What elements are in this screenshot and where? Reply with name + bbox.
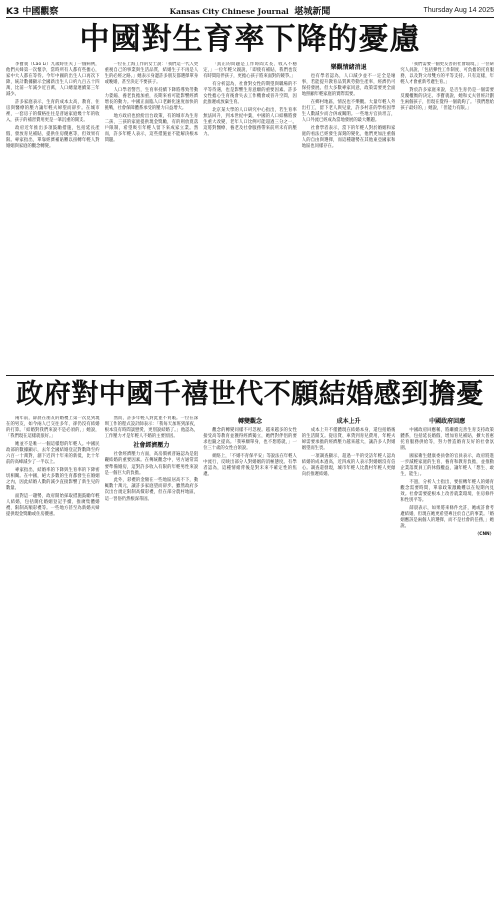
article1-paragraph: 政府近年推出多項鼓勵措施，包括延長產假、發放育兒補貼、提供住房優惠等，但效果有限。專家指出，單靠經濟補貼難以扭轉年輕人對婚姻與家庭的觀念轉變。 [6,125,100,150]
article1-paragraph: 「真正的問題是工作時間太長、收入不穩定，」一位年輕父親說，「即使有補貼，我們也沒有時間陪伴孩子，更擔心孩子將來面對的競爭。」 [203,62,297,80]
article1-column [6,62,100,372]
paper-name-en: Kansas City Chinese Journal [169,7,289,16]
article1-paragraph: 對於許多家庭來說，是否生育仍是一個需要反覆權衡的決定。李寶義說，她和丈夫曾經計劃生兩個孩子，但現在覺得一個就夠了。「我們想給孩子最好的，」她說，「但能力有限。」 [400,87,494,112]
masthead [6,4,494,17]
article2-column [105,416,199,894]
article2-paragraph: 專家指出，結婚率的下降與生育率的下降密切相關。在中國，絕大多數的生育都發生在婚姻之內，因此結婚人數的減少直接影響了新生兒的數量。 [6,467,100,492]
article2-body [6,416,494,894]
article1-paragraph: 李寶義（Cao Li）九歲時住夫了一個病例，他們夫婦第一次懷孕，當時所有人都有些擔心，家中大人都在等待。今年中國的出生人口再次下降，統計數據顯示全國新出生人口約九百五十四萬，比前一年減少近百萬，人口總量連續第三年減少。 [6,62,100,98]
article1-paragraph: 有分析認為，社會對女性的期望與職場的不平等待遇，也是影響生育意願的重要因素。許多女性擔心生育後會失去工作機會或晉升空間，因此推遲或放棄生育。 [203,81,297,106]
article2-subhead: 成本上升 [336,418,361,425]
article2-paragraph: 她並不是唯一一個這樣想的年輕人。中國民政部的數據顯示，去年全國結婚登記對數降至約六百一十萬對，創下近四十年來的新低，比十年前的高峰減少了一半以上。 [6,441,100,466]
article1-column [400,62,494,372]
section-label: K3 中國觀察 [6,7,59,17]
article1-body [6,62,494,372]
article2-paragraph: 然而，許多年輕人對此並不買賬。一位在深圳工作的程式設計師表示：「我每天加班到深夜，根本沒有時間談戀愛，更別說結婚了。」他認為，工作壓力才是年輕人不婚的主要原因。 [104,416,199,440]
article2-subhead: 中國政府回應 [429,418,466,425]
section-divider [6,375,494,376]
article2-subhead: 轉變觀念 [237,418,262,425]
article1-column [105,62,199,372]
article1-subhead: 樂觀情緒消退 [330,64,367,71]
article1-headline: 中國對生育率下降的憂慮 [79,22,421,57]
article1-paragraph: 也有學者認為，人口減少並不一定全是壞事，若能提升教育品質與勞動生產率，經濟仍可保持發展。但大多數專家同意，政策需要更全面地照顧年輕家庭的實際需要。 [301,74,396,98]
article1-paragraph: 「我們需要一個更友善的社會環境，」一位研究人員說，「包括彈性工作制度、可負擔的托育服務，以及對父母雙方的平等支持。只有這樣，年輕人才會重新考慮生育。」 [400,62,494,86]
article1-column [302,62,396,372]
issue-date: Thursday Aug 14 2025 [423,7,494,14]
article2-paragraph: 觀念的轉變同樣不可忽視。越來越多的女性接受高等教育並獲得經濟獨立，她們對伴侶的要求也隨之提高。「我寧願單身，也不想將就，」一位三十歲的女性白領說。 [203,428,297,452]
article2-paragraph: 面對這一趨勢，政府開始採取措施鼓勵年輕人結婚，包括簡化婚姻登記手續、推廣集體婚禮、限制高額彩禮等。一些地方甚至為新婚夫婦提供現金獎勵或住房優惠。 [6,493,100,517]
article2-column [302,416,396,894]
article2-paragraph: 社會經濟壓力方面，高房價被普遍認為是阻礙結婚的重要因素。在傳統觀念中，男方通常需要準備婚房，這對許多收入有限的年輕男性來說是一個巨大的負擔。 [104,452,199,476]
article1-paragraph: 地方政府也紛紛出台政策，有的城市為生育二孩、三孩的家庭提供現金獎勵，有的則放寬落戶限制，希望吸引年輕人留下來成家立業。然而，許多年輕人表示，這些措施並不能解決根本問題。 [104,113,199,144]
page-header [6,4,494,18]
article1-paragraph: 社會學者表示，當下的年輕人對於婚姻和家庭的看法已經發生深刻的變化，他們更加注重個人的自由與選擇，而這種趨勢在其他東亞國家和地區也同樣存在。 [301,125,396,150]
article2-paragraph: 一項調查顯示，超過一半的受訪年輕人認為結婚的成本過高，近四成的人表示對婚姻沒有信心。調查還發現，城市年輕人比農村年輕人更傾向於推遲結婚。 [301,453,396,478]
article2-paragraph: 國家衛生健康委員會的官員表示，政府將進一步減輕家庭的生育、養育和教育負擔，並推動企業落實員工的休假權益，讓年輕人「想生、敢生、能生」。 [400,453,494,478]
article1-paragraph: 人口學者警告，生育率持續下降將導致勞動力萎縮、養老負擔加重，長期來看可能影響經濟增長的動力。中國正面臨人口老齡化速度加快的挑戰，社會保障體系承受的壓力日益增大。 [104,87,199,112]
article2-column [400,416,494,894]
article2-byline: （CNN） [475,531,494,537]
paper-name-zh: 堪城新聞 [294,7,331,17]
article2-paragraph: 中國政府回應稱，將繼續完善生育支持政策體系，包括延長婚假、增加育兒補貼、擴大普惠托育服務供給等，努力營造婚育友好的社會氛圍。 [400,428,494,452]
article2-subhead: 社會經濟壓力 [133,442,170,450]
article2-paragraph: 成本上升不僅體現在結婚本身，還包括婚後的生活開支。從房貸、車貸到育兒費用，年輕夫婦需要承擔的經濟壓力越來越大，讓許多人對婚姻望而生畏。 [301,428,396,452]
article1-column [203,62,297,372]
article2-column [203,416,297,894]
article2-column [6,416,100,894]
article1-paragraph: 在鄉村地區，情況也不樂觀。大量年輕人外出打工，留下老人與兒童，許多村莊的學校因學生人數減少而合併或關閉。一些地方官員坦言，人口外流已經成為當地發展的最大難題。 [301,99,396,124]
article2-paragraph: 薛晨表示，如果將來條件允許，她或許會考慮結婚，但現在她更希望專注於自己的事業。「婚姻應該是兩個人的選擇，而不是社會的任務，」她說。 [400,505,494,529]
article2-paragraph: 網絡上，「不婚不育保平安」等說法在年輕人中流行，反映出部分人對婚姻的消極態度。有學者認為，這種情緒背後是對未來不確定性的焦慮。 [203,453,297,478]
article1-paragraph: 許多家庭表示，生育的成本太高，教育、住房與醫療的壓力讓年輕夫婦望而卻步。在城市裡，一套房子的價格往往是普通家庭幾十年的收入，孩子的補習費用更是一筆沉重的開支。 [6,100,100,124]
article1-paragraph: 一位在上海工作的女士說：「我們這一代人更重視自己的事業與生活品質，結婚生子不再是人生的必經之路。」她表示身邊許多朋友都選擇單身或晚婚，甚至決定不要孩子。 [104,62,199,86]
article2-headline: 政府對中國千禧世代不願結婚感到擔憂 [16,379,484,410]
article1-paragraph: 北京某大學的人口研究中心指出，若生育率無法回升，到本世紀中葉，中國的人口結構將發生重大改變，老年人口比例可能超過三分之一。這將對醫療、養老及社會服務帶來前所未有的壓力。 [203,107,297,138]
article2-paragraph: 不過，分析人士指出，要扭轉年輕人的婚育觀念需要時間，單靠政策激勵難以在短期內見效。社會需要從根本上改善就業環境、住房條件和性別平等。 [400,479,494,504]
article2-paragraph: 此外，彩禮的金額在一些地區居高不下，動輒數十萬元，讓許多家庭望而卻步。雖然政府多次出台規定限制高價彩禮，但在部分農村地區，這一習俗仍然根深蒂固。 [104,478,199,502]
article2-paragraph: 兩年前，薛晨在朋友的婚禮上第一次見到現在的男友，如今兩人已交往多年，卻仍沒有結婚的打算。「結婚對我們來說不是必須的，」她說，「我們現在這樣就很好。」 [6,416,100,440]
